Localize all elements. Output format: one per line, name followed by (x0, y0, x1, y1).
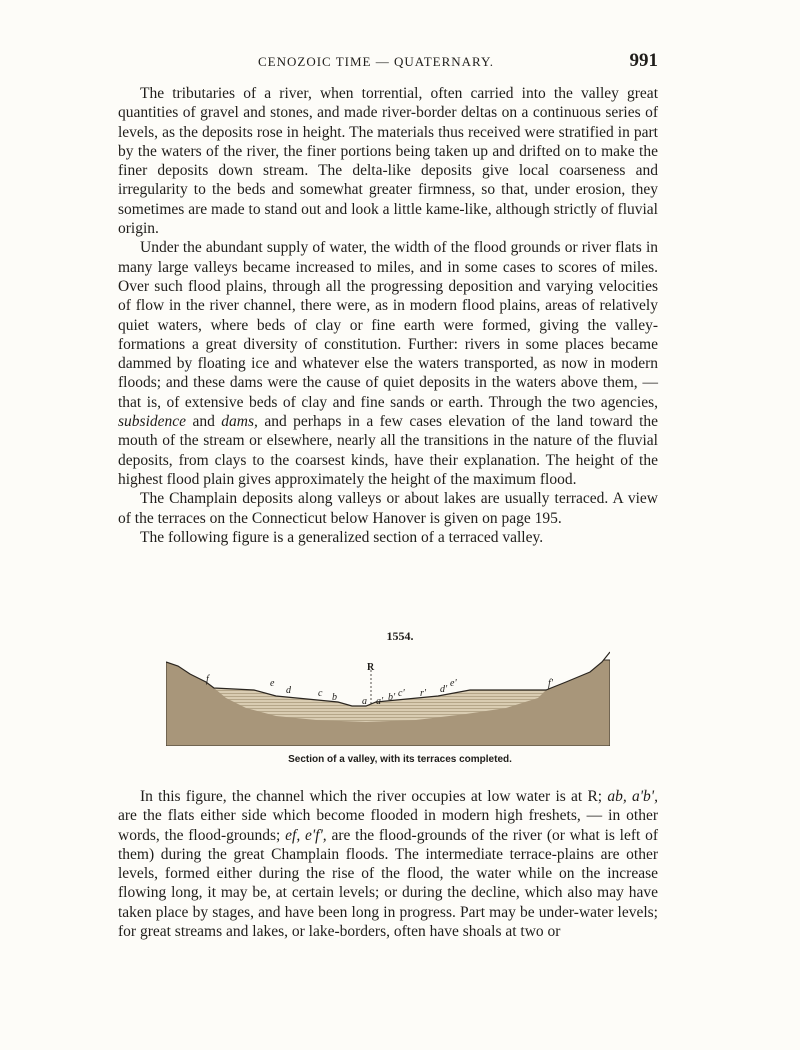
label-b-prime: b' (388, 692, 396, 703)
valley-section-figure (166, 650, 610, 746)
label-a-prime: a' (376, 696, 384, 707)
explanation-mid: are the flats either side which become flooded in modern high freshets, — in other words, the flood-grounds; (118, 807, 658, 844)
page-header (118, 50, 658, 76)
label-d: d (286, 685, 291, 696)
paragraph-figure-explanation (118, 787, 658, 941)
figure-number: 1554. (386, 629, 414, 643)
figure-caption: Section of a valley, with its terraces completed. (288, 754, 512, 765)
label-a: a (362, 696, 367, 707)
upper-text-block (118, 84, 658, 547)
label-e: e (270, 678, 275, 689)
italic-ab: ab, a'b', (607, 788, 658, 805)
label-b: b (332, 692, 337, 703)
label-R: R (367, 662, 375, 673)
italic-dams: dams, (221, 413, 258, 431)
paragraph-flood-grounds (118, 238, 658, 489)
label-f: f (206, 674, 209, 685)
paragraph-champlain: The Champlain deposits along valleys or about lakes are usually terraced. A view of the terraces on the Connecticut below Hanover is given on page 195. (118, 490, 658, 527)
label-d-prime: d' (440, 684, 448, 695)
paragraph-flood-grounds-end: and perhaps in a few cases elevation of the land toward the mouth of the stream or elsewhere, nearly all the transitions in the nature of the fluvial deposits, from clays to the coarsest kinds, have their explanation. The height of the highest flood plain gives approximately the height of the maximum flood. (118, 413, 658, 488)
running-head: CENOZOIC TIME — QUATERNARY. (258, 54, 494, 69)
label-r-prime: r' (420, 688, 427, 699)
lower-text-block (118, 787, 658, 941)
label-c-prime: c' (398, 688, 405, 699)
label-e-prime: e' (450, 678, 457, 689)
explanation-start: In this figure, the channel which the river occupies at low water is at R; (140, 788, 603, 805)
label-c: c (318, 688, 323, 699)
label-f-prime: f' (548, 678, 553, 689)
paragraph-connector: and (186, 413, 222, 431)
italic-ef: ef, e'f', (285, 826, 327, 844)
paragraph-flood-grounds-text: Under the abundant supply of water, the width of the flood grounds or river flats in many large valleys became increased to miles, and in some cases to scores of miles. Over such flood plains, through all the progressing deposition and varying velocities of flow in the river channel, there were, as in modern flood plains, areas of relatively quiet waters, where beds of clay or fine earth were formed, giving the valley-formations a great diversity of constitution. Further: rivers in some places became dammed by floating ice and whatever else the waters transported, as now in modern floods; and these dams were the cause of quiet deposits in the waters above them, — that is, of extensive beds of clay and fine sands or earth. Through the two agencies, (118, 239, 658, 411)
paragraph-figure-intro: The following figure is a generalized section of a terraced valley. (140, 528, 544, 546)
explanation-end: are the flood-grounds of the river (or what is left of them) during the great Champlain floods. The intermediate terrace-plains are other levels, formed either during the rise of the flood, the water while on the increase flowing long, it may be, at certain levels; or during the decline, which also may have taken place by stages, and have been long in progress. Part may be under-water levels; for great streams and lakes, or lake-borders, often have shoals at two or (118, 826, 659, 941)
paragraph-tributaries: The tributaries of a river, when torrential, often carried into the valley great quantities of gravel and stones, and made river-border deltas on a continuous series of levels, as the deposits rose in height. The materials thus received were stratified in part by the waters of the river, the finer portions being taken up and drifted on to make the finer deposits down stream. The delta-like deposits give local coarseness and irregularity to the beds and somewhat greater firmness, so that, under erosion, they sometimes are made to stand out and look a little kame-like, although strictly of fluvial origin. (118, 85, 658, 238)
italic-subsidence: subsidence (118, 413, 187, 431)
page-number: 991 (629, 50, 658, 71)
